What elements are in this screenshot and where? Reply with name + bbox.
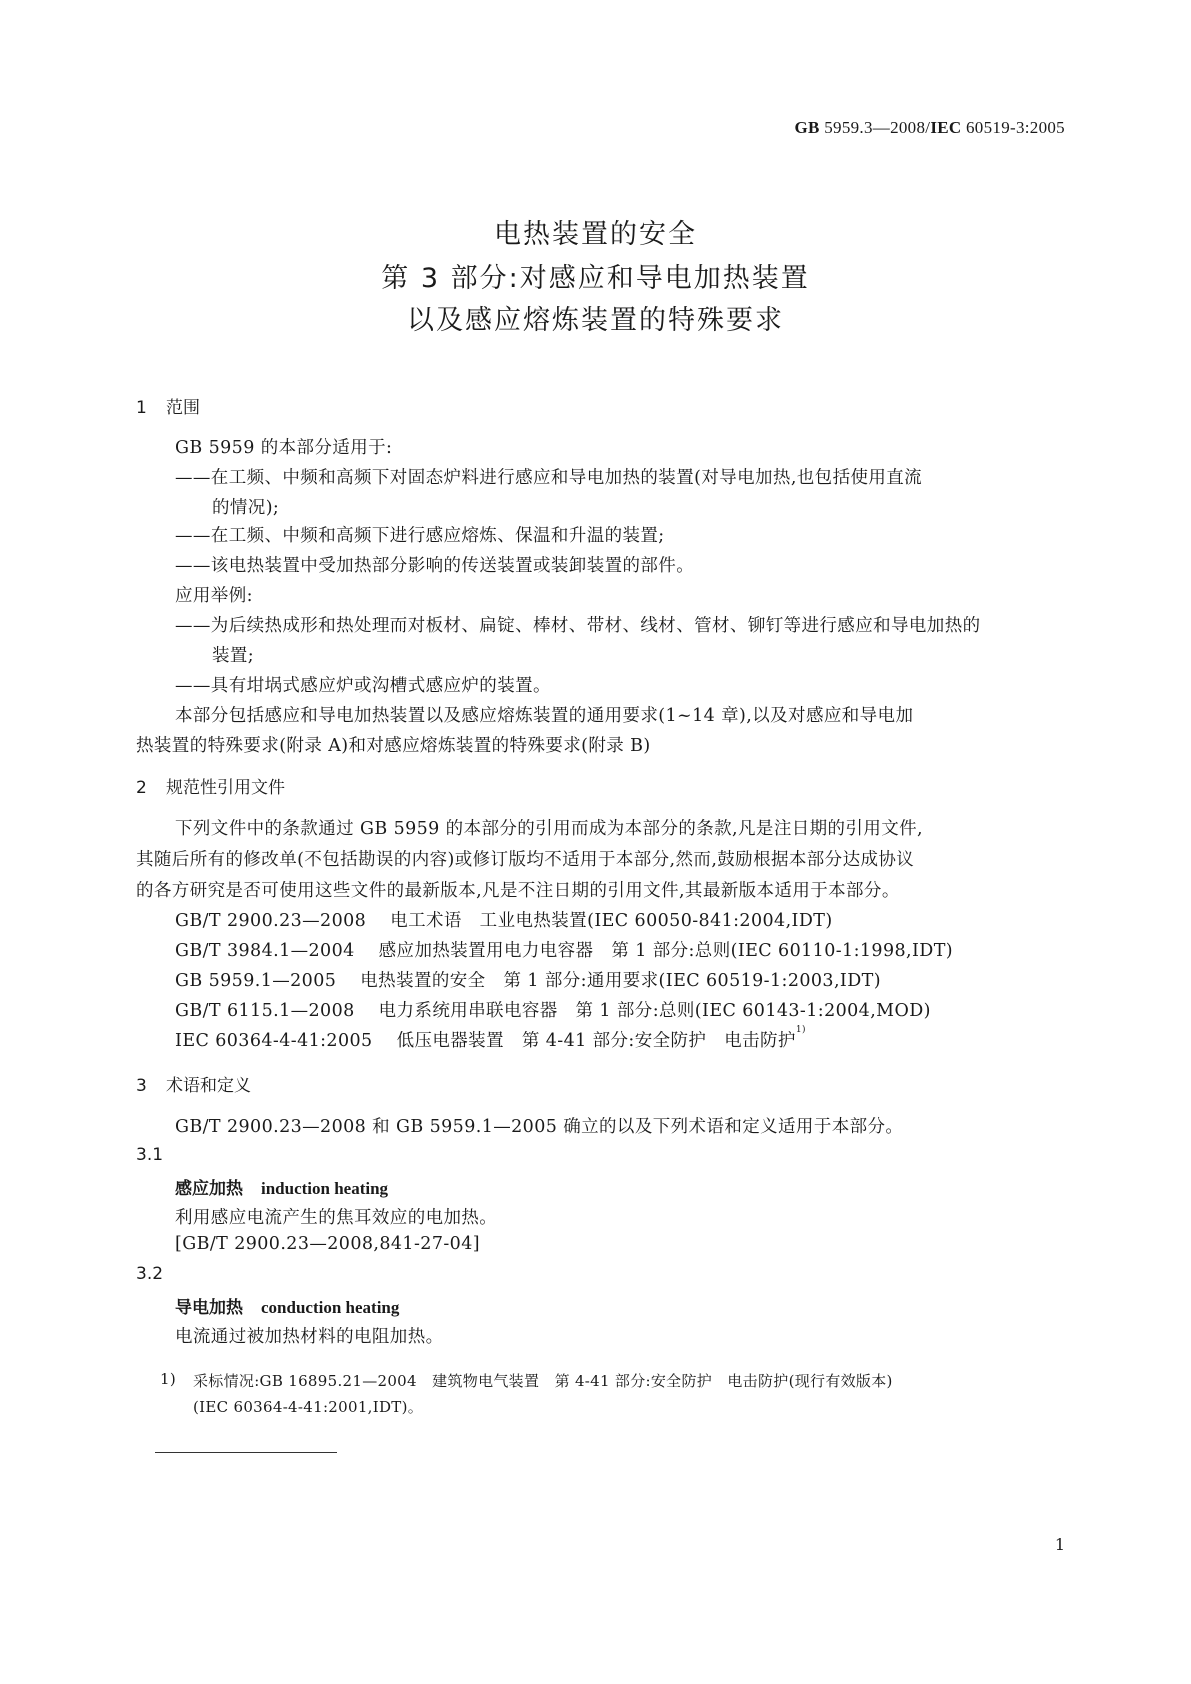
scope-item-1-cont: 的情况); [212,498,280,518]
footnote-marker[interactable]: 1) [795,1025,806,1035]
section-1-heading: 1 范围 [136,398,200,418]
section-2-heading: 2 规范性引用文件 [136,778,285,798]
references-para-2: 其随后所有的修改单(不包括勘误的内容)或修订版均不适用于本部分,然而,鼓励根据本部分达成协议 [136,850,915,870]
reference-1: GB/T 2900.23—2008 电工术语 工业电热装置(IEC 60050-841:2004,IDT) [175,911,833,931]
clause-3-2-number: 3.2 [136,1264,164,1284]
term-conduction-heating-def: 电流通过被加热材料的电阻加热。 [175,1327,444,1347]
example-1-cont: 装置; [212,646,255,666]
page-number: 1 [1054,1535,1065,1554]
references-para-3: 的各方研究是否可使用这些文件的最新版本,凡是不注日期的引用文件,其最新版本适用于本部分。 [136,881,900,901]
example-2: ——具有坩埚式感应炉或沟槽式感应炉的装置。 [175,676,551,696]
references-para-1: 下列文件中的条款通过 GB 5959 的本部分的引用而成为本部分的条款,凡是注日期的引用文件, [175,819,923,839]
scope-item-3: ——该电热装置中受加热部分影响的传送装置或装卸装置的部件。 [175,556,695,576]
footnote-mark: 1) [160,1370,176,1388]
scope-item-1: ——在工频、中频和高频下对固态炉料进行感应和导电加热的装置(对导电加热,也包括使用直流 [175,468,923,488]
reference-5: IEC 60364-4-41:2005 低压电器装置 第 4-41 部分:安全防护 电击防护$^{1)}$ [175,1025,806,1051]
scope-summary-cont: 热装置的特殊要求(附录 A)和对感应熔炼装置的特殊要求(附录 B) [136,736,651,756]
footnote-line-2: (IEC 60364-4-41:2001,IDT)。 [193,1398,424,1416]
scope-item-2: ——在工频、中频和高频下进行感应熔炼、保温和升温的装置; [175,526,665,546]
reference-2: GB/T 3984.1—2004 感应加热装置用电力电容器 第 1 部分:总则(IEC 60110-1:1998,IDT) [175,941,954,961]
scope-intro: GB 5959 的本部分适用于: [175,438,393,458]
title-line-1: 电热装置的安全 [494,219,697,250]
reference-3: GB 5959.1—2005 电热装置的安全 第 1 部分:通用要求(IEC 60519-1:2003,IDT) [175,971,881,991]
footnote-divider [155,1452,337,1453]
terms-intro: GB/T 2900.23—2008 和 GB 5959.1—2005 确立的以及下列术语和定义适用于本部分。 [175,1117,904,1137]
section-3-heading: 3 术语和定义 [136,1076,251,1096]
examples-label: 应用举例: [175,586,253,606]
clause-3-1-number: 3.1 [136,1145,164,1165]
term-induction-heating-ref: [GB/T 2900.23—2008,841-27-04] [175,1234,480,1254]
standard-number-header: GB 5959.3—2008/IEC 60519-3:2005 [794,118,1065,137]
term-induction-heating-def: 利用感应电流产生的焦耳效应的电加热。 [175,1208,498,1228]
title-line-3: 以及感应熔炼装置的特殊要求 [407,305,784,336]
footnote-line-1: 采标情况:GB 16895.21—2004 建筑物电气装置 第 4-41 部分:安全防护 电击防护(现行有效版本) [193,1372,893,1390]
scope-summary: 本部分包括感应和导电加热装置以及感应熔炼装置的通用要求(1~14 章),以及对感应和导电加 [175,706,914,726]
example-1: ——为后续热成形和热处理而对板材、扁锭、棒材、带材、线材、管材、铆钉等进行感应和导电加热的 [175,616,981,636]
title-line-2: 第 3 部分:对感应和导电加热装置 [381,263,810,294]
reference-4: GB/T 6115.1—2008 电力系统用串联电容器 第 1 部分:总则(IEC 60143-1:2004,MOD) [175,1001,931,1021]
term-induction-heating: 感应加热 induction heating [175,1179,389,1199]
term-conduction-heating: 导电加热 conduction heating [175,1298,400,1318]
